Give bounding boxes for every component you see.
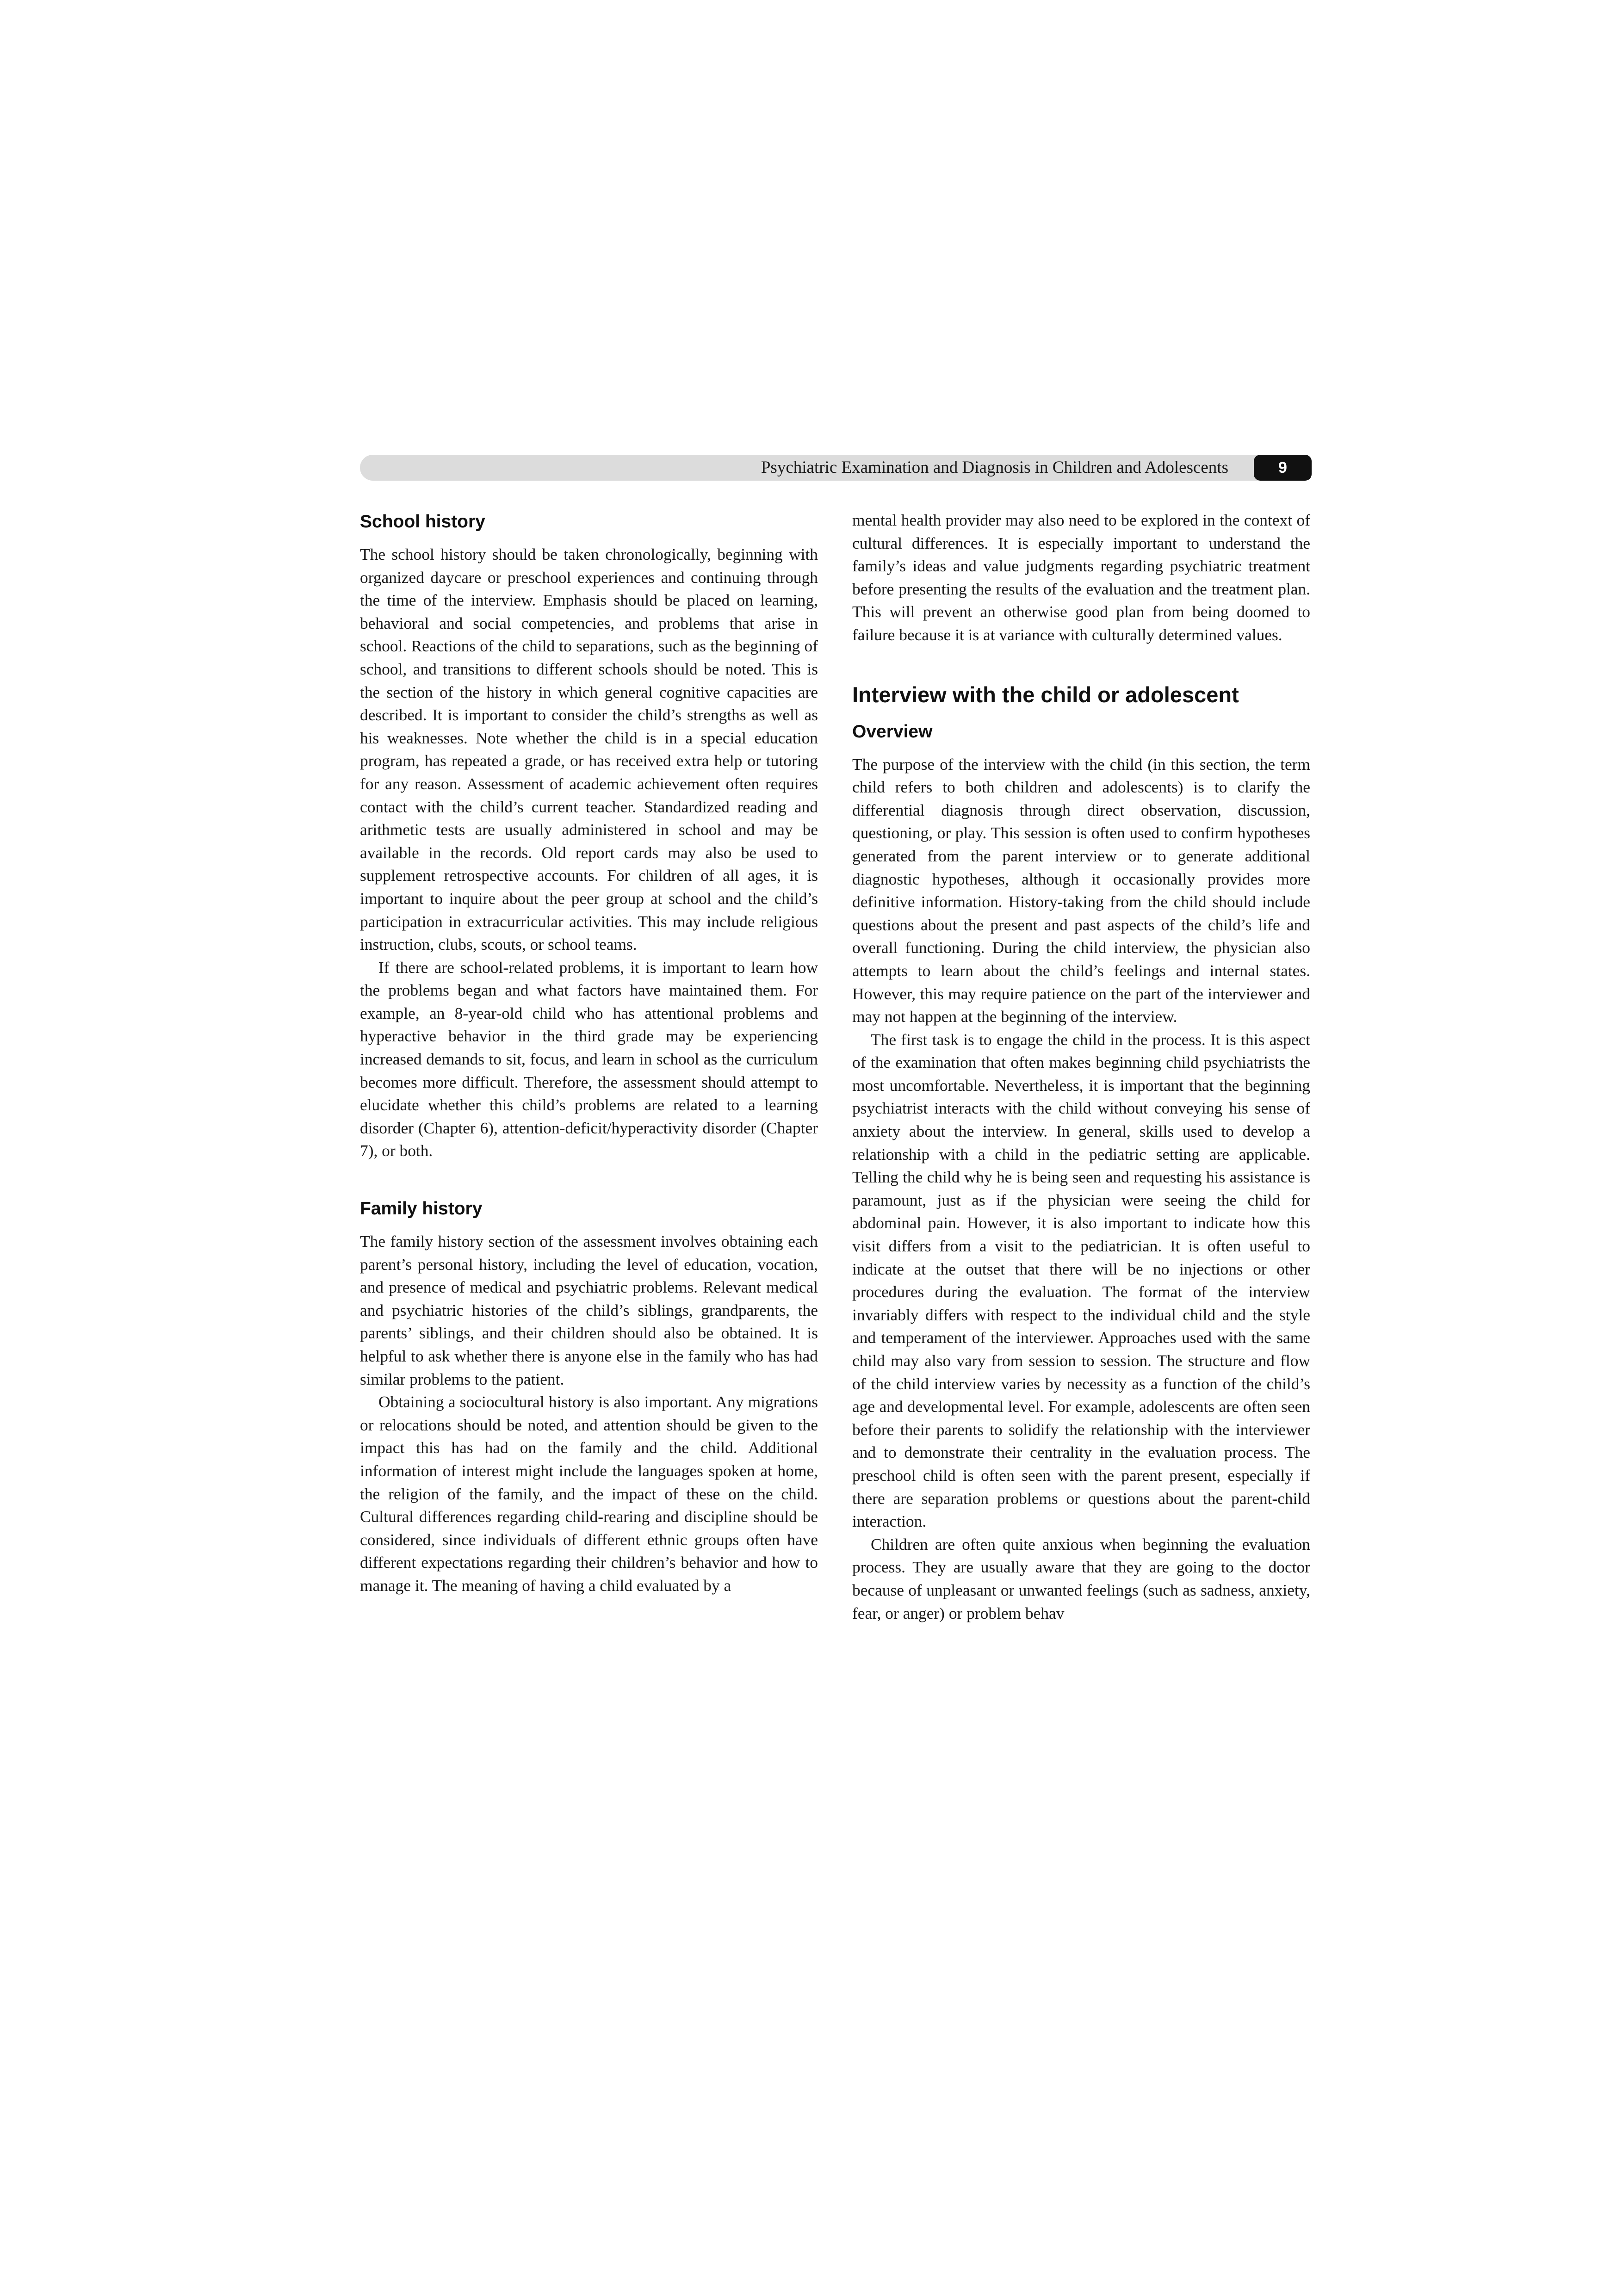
interview-heading: Interview with the child or adolescent: [852, 682, 1239, 707]
overview-paragraph-2: The first task is to engage the child in the process. It is this aspect of the examination that often makes beginning child psychiatrists the most uncomfortable. Nevertheless, it is important that the beginning psychiatrist interacts with the child without conveying his sense of anxiety about the interview. In general, skills used to develop a relationship with a child in the pediatric setting are applicable. Telling the child why he is being seen and requesting his assistance is paramount, just as if the physician were seeing the child for abdominal pain. However, it is also important to indicate how this visit differs from a visit to the pediatrician. It is often useful to indicate at the outset that there will be no injections or other procedures during the evaluation. The format of the interview invariably differs with respect to the individual child and the style and temperament of the interviewer. Approaches used with the same child may also vary from session to session. The structure and flow of the child interview varies by necessity as a function of the child’s age and developmental level. For example, adolescents are often seen before their parents to solidify the relationship with the interviewer and to demonstrate their centrality in the evaluation process. The preschool child is often seen with the parent present, especially if there are separation problems or questions about the parent-child interaction.: [852, 1030, 1310, 1531]
right-column: [852, 509, 1310, 1625]
page-number-badge: 9: [1254, 455, 1312, 481]
cultural-continuation-paragraph: mental health provider may also need to be explored in the context of cultural differences. It is especially important to understand the family’s ideas and value judgments regarding psychiatric treatment before presenting the results of the evaluation and the treatment plan. This will prevent an otherwise good plan from being doomed to failure because it is at variance with culturally determined values.: [852, 511, 1310, 644]
left-column: [360, 509, 818, 1597]
family-history-paragraph-2: Obtaining a sociocultural history is also important. Any migrations or relocations should be noted, and attention should be given to the impact this has had on the family and the child. Additional information of interest might include the languages spoken at home, the religion of the family, and the impact of these on the child. Cultural differences regarding child-rearing and discipline should be considered, since individuals of different ethnic groups often have different expectations regarding their children’s behavior and how to manage it. The meaning of having a child evaluated by a: [360, 1392, 818, 1595]
family-history-heading: Family history: [360, 1199, 483, 1219]
running-title: Psychiatric Examination and Diagnosis in Children and Adolescents: [761, 458, 1228, 477]
school-history-paragraph-2: If there are school-related problems, it is important to learn how the problems began and what factors have maintained them. For example, an 8-year-old child who has attentional problems and hyperactive behavior in the third grade may be experiencing increased demands to sit, focus, and learn in school as the curriculum becomes more difficult. Therefore, the assessment should attempt to elucidate whether this child’s problems are related to a learning disorder (Chapter 6), attention-deficit/hyperactivity disorder (Chapter 7), or both.: [360, 958, 818, 1160]
overview-paragraph-1: The purpose of the interview with the child (in this section, the term child refers to both children and adolescents) is to clarify the differential diagnosis through direct observation, discussion, questioning, or play. This session is often used to confirm hypotheses generated from the parent interview or to generate additional diagnostic hypotheses, although it occasionally provides more definitive information. History-taking from the child should include questions about the present and past aspects of the child’s life and overall functioning. During the child interview, the physician also attempts to learn about the child’s feelings and internal states. However, this may require patience on the part of the interviewer and may not happen at the beginning of the interview.: [852, 755, 1310, 1026]
family-history-paragraph-1: The family history section of the assessment involves obtaining each parent’s personal history, including the level of education, vocation, and presence of medical and psychiatric problems. Relevant medical and psychiatric histories of the child’s siblings, grandparents, the parents’ siblings, and their children should also be obtained. It is helpful to ask whether there is anyone else in the family who has had similar problems to the patient.: [360, 1232, 818, 1388]
school-history-paragraph-1: The school history should be taken chronologically, beginning with organized daycare or preschool experiences and continuing through the time of the interview. Emphasis should be placed on learning, behavioral and social competencies, and problems that arise in school. Reactions of the child to separations, such as the beginning of school, and transitions to different schools should be noted. This is the section of the history in which general cognitive capacities are described. It is important to consider the child’s strengths as well as his weaknesses. Note whether the child is in a special education program, has repeated a grade, or has received extra help or tutoring for any reason. Assessment of academic achievement often requires contact with the child’s current teacher. Standardized reading and arithmetic tests are usually administered in school and may be available in the records. Old report cards may also be used to supplement retrospective accounts. For children of all ages, it is important to inquire about the peer group at school and the child’s participation in extracurricular activities. This may include religious instruction, clubs, scouts, or school teams.: [360, 545, 818, 954]
running-header: [360, 455, 1312, 481]
overview-paragraph-3: Children are often quite anxious when beginning the evaluation process. They are usually aware that they are going to the doctor because of unpleasant or unwanted feelings (such as sadness, anxiety, fear, or anger) or problem behav: [852, 1535, 1310, 1622]
school-history-heading: School history: [360, 512, 485, 532]
overview-heading: Overview: [852, 721, 933, 742]
